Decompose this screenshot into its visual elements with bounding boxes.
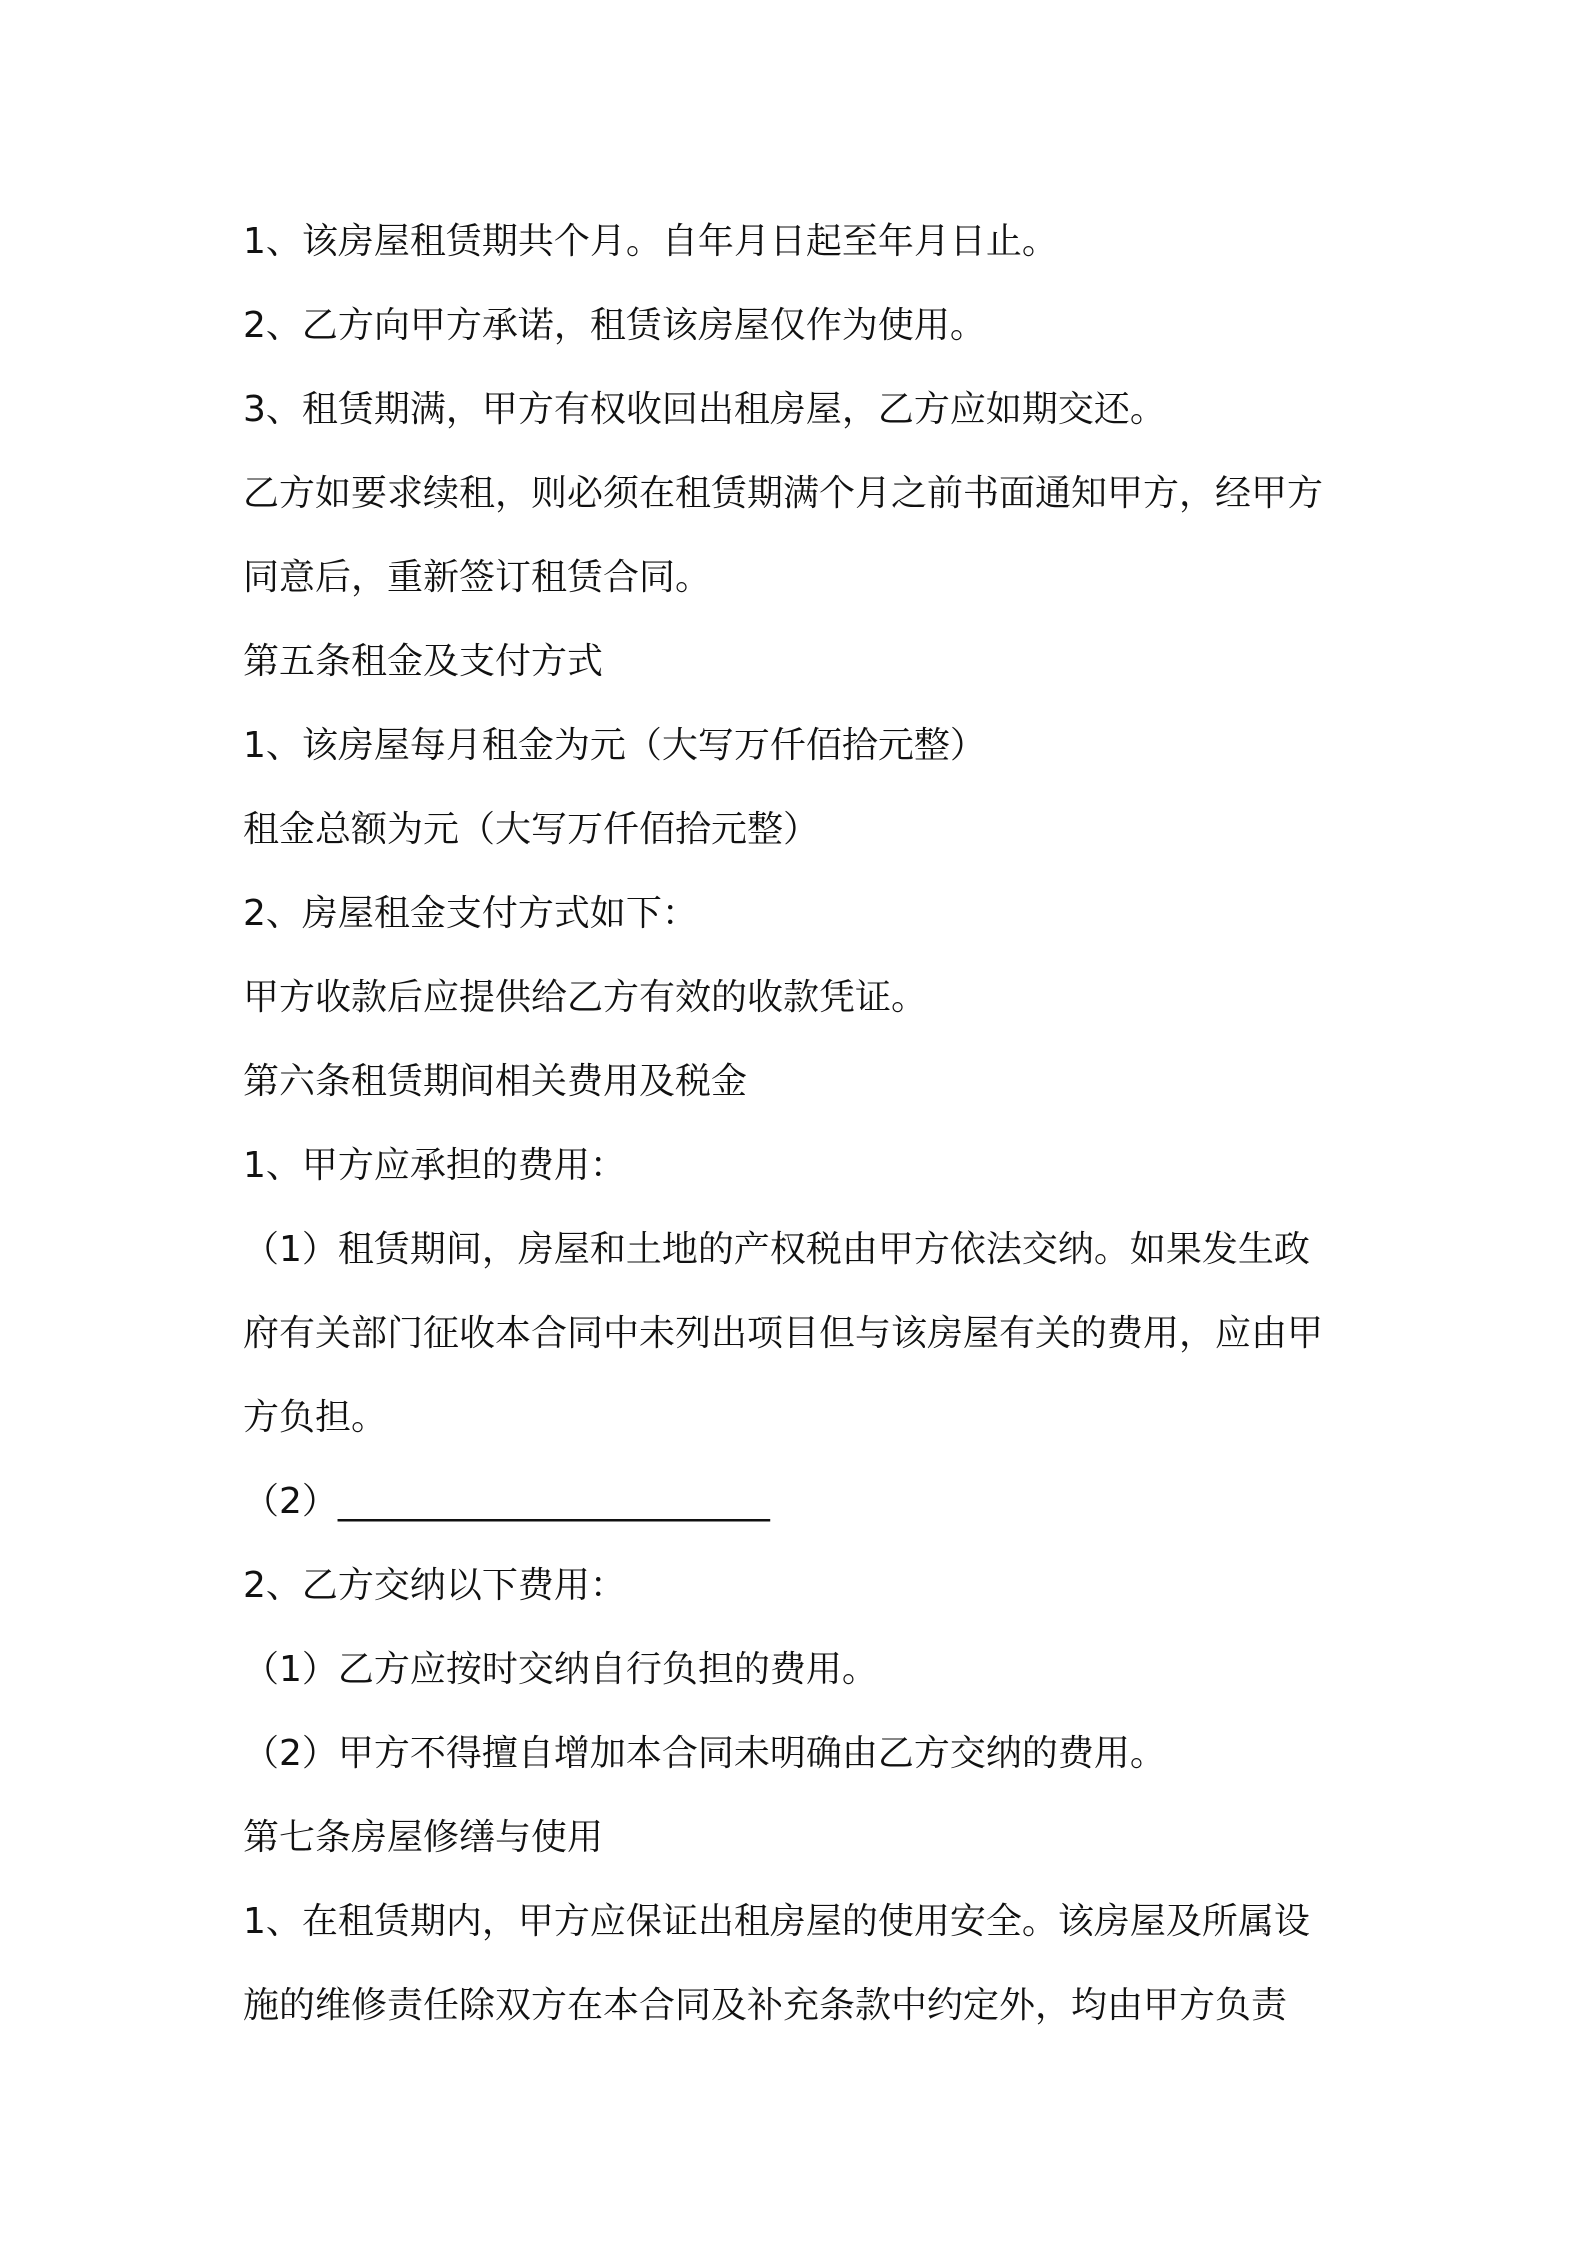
- clause-5-item-1: 1、该房屋每月租金为元（大写万仟佰拾元整）: [243, 725, 986, 766]
- clause-7-heading: 第七条房屋修缮与使用: [243, 1817, 604, 1858]
- clause-7-item-1-line-1: 1、在租赁期内，甲方应保证出租房屋的使用安全。该房屋及所属设: [243, 1901, 1310, 1942]
- clause-6-item-2-sub-1: （1）乙方应按时交纳自行负担的费用。: [243, 1649, 878, 1690]
- clause-5-item-2: 2、房屋租金支付方式如下：: [243, 893, 698, 934]
- clause-6-item-1: 1、甲方应承担的费用：: [243, 1145, 626, 1186]
- clause-4-item-2: 2、乙方向甲方承诺，租赁该房屋仅作为使用。: [243, 305, 986, 346]
- clause-6-sub-2-blank: （2）________________________: [243, 1481, 770, 1522]
- receipt-line: 甲方收款后应提供给乙方有效的收款凭证。: [243, 977, 928, 1018]
- clause-6-item-2-sub-2: （2）甲方不得擅自增加本合同未明确由乙方交纳的费用。: [243, 1733, 1166, 1774]
- clause-6-item-2: 2、乙方交纳以下费用：: [243, 1565, 626, 1606]
- clause-6-sub-1-line-1: （1）租赁期间，房屋和土地的产权税由甲方依法交纳。如果发生政: [243, 1229, 1310, 1270]
- clause-6-heading: 第六条租赁期间相关费用及税金: [243, 1061, 748, 1102]
- clause-4-item-3: 3、租赁期满，甲方有权收回出租房屋，乙方应如期交还。: [243, 389, 1166, 430]
- clause-5-heading: 第五条租金及支付方式: [243, 641, 604, 682]
- total-rent-line: 租金总额为元（大写万仟佰拾元整）: [243, 809, 820, 850]
- clause-7-item-1-line-2: 施的维修责任除双方在本合同及补充条款中约定外，均由甲方负责: [243, 1985, 1288, 2026]
- document-body: [243, 200, 1363, 2048]
- clause-6-sub-1-line-3: 方负担。: [243, 1397, 388, 1438]
- clause-6-sub-1-line-2: 府有关部门征收本合同中未列出项目但与该房屋有关的费用，应由甲: [243, 1313, 1324, 1354]
- renewal-paragraph-line-2: 同意后，重新签订租赁合同。: [243, 557, 712, 598]
- clause-4-item-1: 1、该房屋租赁期共个月。自年月日起至年月日止。: [243, 221, 1058, 262]
- renewal-paragraph-line-1: 乙方如要求续租，则必须在租赁期满个月之前书面通知甲方，经甲方: [243, 473, 1324, 514]
